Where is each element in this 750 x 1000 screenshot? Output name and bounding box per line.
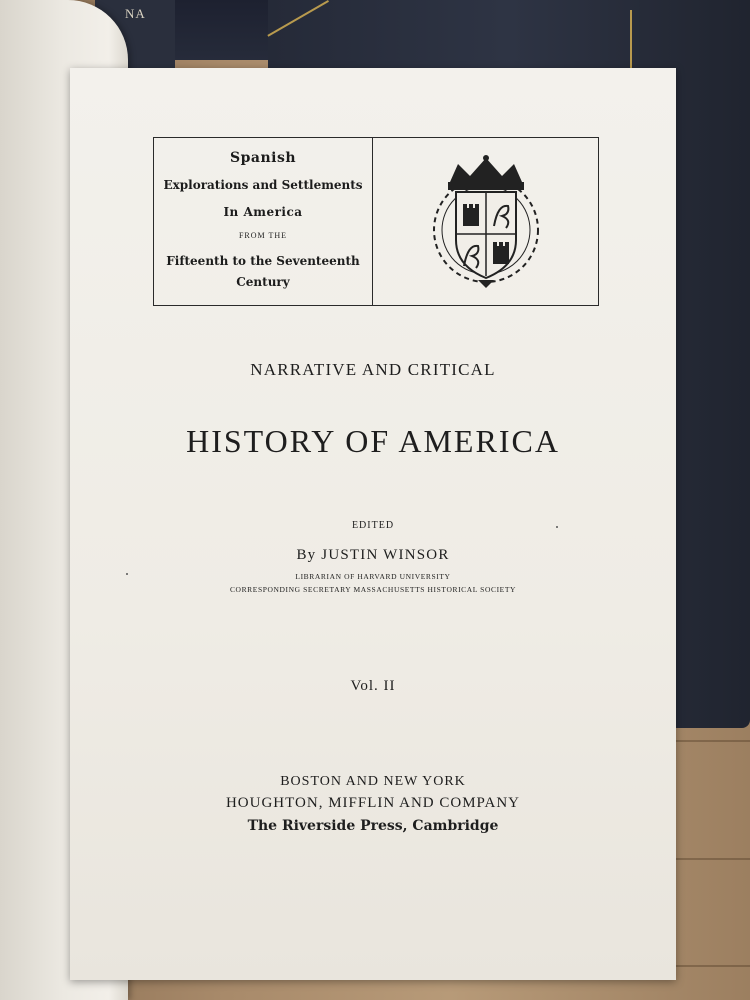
- spine-title: NA: [125, 6, 146, 21]
- frame-divider: [372, 138, 373, 305]
- edited-label: EDITED: [351, 520, 395, 531]
- paper-speck: [556, 526, 558, 528]
- publisher-name: HOUGHTON, MIFFLIN AND COMPANY: [225, 795, 521, 811]
- royal-coat-of-arms-icon: [422, 154, 550, 290]
- series-line-5: Fifteenth to the Seventeenth: [166, 254, 360, 268]
- series-line-6: Century: [236, 275, 290, 289]
- series-frame: [153, 137, 599, 306]
- series-line-4: FROM THE: [238, 231, 288, 240]
- press-name: The Riverside Press, Cambridge: [247, 818, 499, 834]
- imprint-cities: BOSTON AND NEW YORK: [280, 774, 466, 789]
- series-line-2: Explorations and Settlements: [163, 178, 363, 192]
- title-page: [70, 68, 676, 980]
- book-title: HISTORY OF AMERICA: [186, 423, 560, 459]
- series-line-1: Spanish: [229, 150, 297, 166]
- series-line-3: In America: [223, 205, 303, 219]
- editor-affiliation-2: CORRESPONDING SECRETARY MASSACHUSETTS HISTORICAL SOCIETY: [229, 585, 517, 594]
- gilt-rule: [267, 0, 329, 37]
- editor-affiliation-1: LIBRARIAN OF HARVARD UNIVERSITY: [295, 572, 451, 581]
- editor-name: By JUSTIN WINSOR: [296, 547, 450, 563]
- series-box: [154, 138, 372, 305]
- subtitle: NARRATIVE AND CRITICAL: [250, 360, 496, 379]
- paper-speck: [126, 573, 128, 575]
- volume-number: Vol. II: [350, 678, 396, 694]
